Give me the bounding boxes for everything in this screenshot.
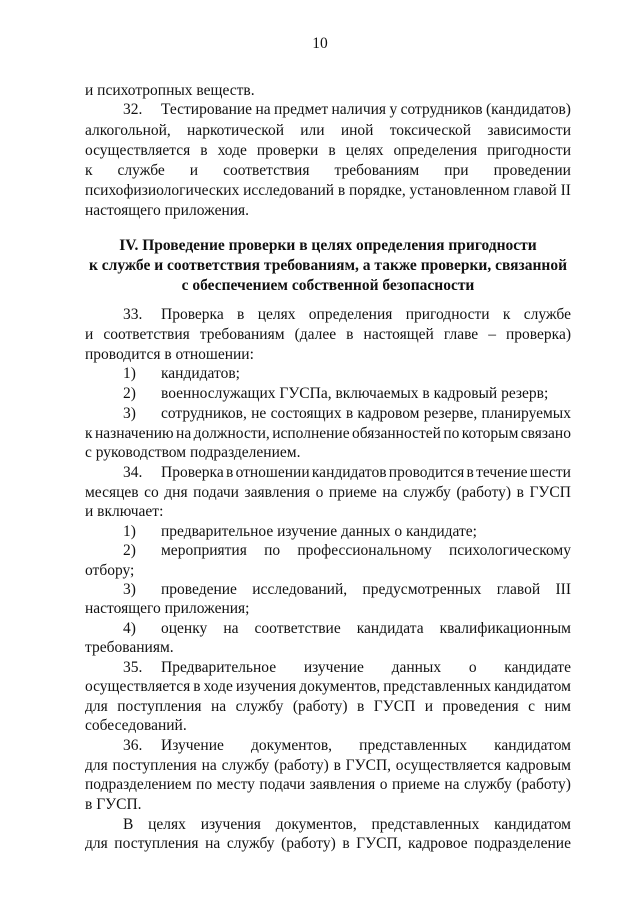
justified-line: [85, 697, 571, 716]
word: (работу): [281, 835, 336, 852]
word: Проверка: [161, 306, 224, 323]
word: и: [424, 698, 434, 715]
word: сотрудников: [400, 101, 483, 118]
text-line: в ГУСП.: [85, 796, 142, 813]
justified-line: [85, 483, 571, 502]
list-text: кандидатов;: [161, 365, 240, 382]
page-number: 10: [312, 35, 328, 52]
word: соответствие: [254, 620, 341, 637]
list-item: [0, 619, 640, 638]
word: подачи: [193, 484, 239, 501]
justified-line: [85, 756, 571, 775]
word: подачи: [259, 776, 306, 793]
word: осуществляется: [395, 757, 502, 774]
list-number: 3): [123, 405, 136, 422]
word: определения: [393, 142, 478, 159]
word: назначению: [94, 425, 174, 442]
word: кандидатом: [494, 678, 571, 695]
justified-line: [85, 424, 571, 443]
text-line: отбору;: [85, 562, 135, 579]
word: кандидатов: [311, 464, 387, 481]
word: о: [379, 776, 388, 793]
paragraph-32-first-line: [0, 100, 640, 119]
word: ходе: [217, 142, 247, 159]
word: на: [205, 835, 221, 852]
word: о: [315, 484, 324, 501]
word: ГУСП,: [345, 757, 392, 774]
word: профессиональному: [297, 542, 432, 559]
word: документов,: [275, 816, 357, 833]
list-number: 1): [123, 365, 136, 382]
word: резерве,: [423, 405, 478, 422]
word: представленных: [359, 737, 467, 754]
word: оценку: [161, 620, 208, 637]
word: поступления: [112, 757, 197, 774]
word: течение: [476, 464, 528, 481]
word: в: [328, 142, 336, 159]
word: кадровое: [408, 835, 468, 852]
list-item: [0, 522, 640, 541]
word: требованиям: [199, 326, 285, 343]
list-item: [0, 580, 640, 599]
word: Тестирование: [161, 101, 253, 118]
paragraph-number: 33.: [123, 306, 143, 323]
word: в: [516, 484, 524, 501]
word: проверки: [256, 142, 319, 159]
paragraph-number: 34.: [123, 464, 143, 481]
word: исследований: [243, 182, 335, 199]
word: в: [357, 698, 365, 715]
word: или: [300, 122, 325, 139]
word: (работу): [456, 484, 512, 501]
word: на: [444, 776, 460, 793]
justified-line: [85, 325, 571, 344]
justified-text: [161, 736, 571, 755]
word: в: [346, 326, 354, 343]
word: планируемых: [481, 405, 571, 422]
text-line: настоящего приложения;: [85, 600, 250, 617]
word: кадровым: [505, 757, 571, 774]
word: мероприятия: [161, 542, 247, 559]
list-item: [0, 541, 640, 560]
word: проводится: [388, 464, 465, 481]
word: дня: [164, 484, 188, 501]
word: квалификационным: [439, 620, 571, 637]
word: в: [193, 678, 201, 695]
justified-text: [161, 541, 571, 560]
word: приеме: [391, 776, 440, 793]
word: не: [251, 405, 267, 422]
justified-text: [161, 619, 571, 638]
word: главе: [443, 326, 479, 343]
word: ходе: [203, 678, 233, 695]
word: у: [389, 101, 398, 118]
list-item: [0, 384, 640, 403]
word: на: [210, 698, 227, 715]
word: Изучение: [161, 737, 224, 754]
word: (кандидатов): [485, 101, 571, 118]
justified-text: [161, 658, 571, 677]
justified-line: [85, 677, 571, 696]
word: наличия: [331, 101, 387, 118]
word: кадровом: [357, 405, 420, 422]
word: токсической: [389, 122, 472, 139]
justified-line: [123, 815, 571, 834]
word: кандидате: [504, 659, 571, 676]
word: подразделением: [85, 776, 192, 793]
section-heading-line-3: с обеспечением собственной безопасности: [181, 277, 475, 294]
word: изучения: [235, 678, 297, 695]
list-text: предварительное изучение данных о кандидате;: [161, 523, 477, 540]
word: наркотической: [187, 122, 285, 139]
word: в: [466, 464, 474, 481]
word: кандидатом: [494, 737, 571, 754]
word: соответствия: [223, 162, 310, 179]
word: в: [225, 464, 234, 481]
word: главой: [496, 581, 541, 598]
word: службу: [226, 835, 275, 852]
word: и: [189, 162, 199, 179]
word: с: [528, 698, 536, 715]
text-line: проводится в отношении:: [85, 346, 254, 363]
paragraph-34-first-line: [0, 463, 640, 482]
word: в: [333, 757, 341, 774]
word: порядке,: [349, 182, 406, 199]
word: изучение: [303, 659, 364, 676]
word: исполнение: [272, 425, 350, 442]
word: в: [345, 405, 354, 422]
word: предмет: [274, 101, 329, 118]
word: исследований,: [252, 581, 348, 598]
word: ГУСП,: [356, 835, 402, 852]
word: о: [468, 659, 477, 676]
justified-line: [85, 141, 571, 160]
word: подразделение: [474, 835, 571, 852]
word: целях: [345, 142, 384, 159]
word: заявления: [309, 776, 376, 793]
list-number: 2): [123, 542, 136, 559]
word: установленном: [409, 182, 510, 199]
word: которым: [461, 425, 519, 442]
list-number: 2): [123, 385, 136, 402]
word: проведение: [161, 581, 237, 598]
word: месту: [216, 776, 255, 793]
word: месяцев: [85, 484, 139, 501]
word: алкогольной,: [85, 122, 171, 139]
word: на: [201, 757, 217, 774]
word: соответствия: [103, 326, 190, 343]
justified-text: [161, 100, 571, 119]
text-line: настоящего приложения.: [85, 202, 250, 219]
justified-line: [85, 834, 571, 853]
paragraph-number: 36.: [123, 737, 143, 754]
list-number: 4): [123, 620, 136, 637]
word: для: [85, 757, 108, 774]
word: поступления: [117, 698, 202, 715]
word: должности,: [193, 425, 270, 442]
word: на: [255, 101, 271, 118]
word: осуществляется: [85, 142, 191, 159]
text-line: с руководством подразделением.: [85, 444, 301, 461]
word: службу: [221, 757, 270, 774]
word: обязанностей: [352, 425, 441, 442]
list-number: 1): [123, 523, 136, 540]
word: на: [223, 620, 239, 637]
word: пригодности: [405, 306, 490, 323]
word: отношении: [235, 464, 310, 481]
section-heading-line-2: к службе и соответствия требованиям, а также проверки, связанной: [88, 257, 568, 274]
list-text: военнослужащих ГУСПа, включаемых в кадровый резерв;: [161, 385, 549, 402]
word: (работу): [292, 698, 348, 715]
word: кандидатом: [494, 816, 571, 833]
word: со: [144, 484, 159, 501]
word: II: [560, 182, 571, 199]
justified-text: [161, 580, 571, 599]
word: иной: [340, 122, 374, 139]
word: Предварительное: [161, 659, 277, 676]
word: для: [85, 835, 108, 852]
paragraph-number: 35.: [123, 659, 143, 676]
justified-line: [85, 775, 571, 794]
word: заявления: [244, 484, 311, 501]
paragraph-35-first-line: [0, 658, 640, 677]
word: на: [382, 484, 398, 501]
word: шести: [529, 464, 571, 481]
word: (работу): [516, 776, 571, 793]
list-number: 3): [123, 581, 136, 598]
justified-line: [85, 121, 571, 140]
word: ГУСП: [373, 698, 416, 715]
word: проверка): [506, 326, 571, 343]
word: в: [237, 306, 245, 323]
text-line: и психотропных веществ.: [85, 82, 255, 99]
word: документов,: [299, 678, 381, 695]
word: психологическому: [448, 542, 571, 559]
word: осуществляется: [85, 678, 191, 695]
word: службу: [464, 776, 512, 793]
word: –: [488, 326, 496, 343]
word: службе: [117, 162, 165, 179]
word: приеме: [328, 484, 377, 501]
word: настоящей: [363, 326, 434, 343]
word: III: [555, 581, 571, 598]
word: целях: [257, 306, 296, 323]
word: (далее: [294, 326, 337, 343]
word: В: [123, 816, 134, 833]
word: данных: [391, 659, 442, 676]
word: проведения: [442, 698, 519, 715]
text-line: собеседований.: [85, 717, 187, 734]
word: службу: [235, 698, 284, 715]
text-line: и включает:: [85, 503, 164, 520]
word: представленных: [383, 678, 492, 695]
word: состоящих: [270, 405, 342, 422]
word: к: [85, 162, 93, 179]
justified-line: [85, 181, 571, 200]
word: зависимости: [487, 122, 571, 139]
word: службу: [403, 484, 451, 501]
word: в: [342, 835, 350, 852]
word: ним: [544, 698, 571, 715]
word: связано: [520, 425, 571, 442]
word: документов,: [251, 737, 333, 754]
paragraph-number: 32.: [123, 101, 143, 118]
word: при: [444, 162, 469, 179]
word: целях: [148, 816, 186, 833]
word: кандидата: [356, 620, 424, 637]
section-heading-line-1: IV. Проведение проверки в целях определения пригодности: [119, 237, 537, 254]
justified-text: [161, 463, 571, 482]
paragraph-33-first-line: [0, 305, 640, 324]
word: требованиям: [334, 162, 420, 179]
word: изучения: [200, 816, 261, 833]
word: пригодности: [487, 142, 571, 159]
word: определения: [308, 306, 393, 323]
word: к: [85, 425, 93, 442]
word: ГУСП: [529, 484, 571, 501]
word: для: [85, 698, 108, 715]
justified-line: [85, 161, 571, 180]
word: Проверка: [161, 464, 224, 481]
justified-text: [161, 404, 571, 423]
word: сотрудников,: [161, 405, 247, 422]
word: по: [264, 542, 281, 559]
word: психофизиологических: [85, 182, 240, 199]
word: представленных: [371, 816, 480, 833]
word: по: [443, 425, 460, 442]
word: поступления: [114, 835, 199, 852]
word: и: [85, 326, 94, 343]
list-item: [0, 404, 640, 423]
word: предусмотренных: [362, 581, 482, 598]
word: к: [502, 306, 511, 323]
word: (работу): [274, 757, 329, 774]
word: службе: [523, 306, 571, 323]
word: главой: [513, 182, 557, 199]
text-line: требованиям.: [85, 639, 174, 656]
word: в: [337, 182, 346, 199]
word: на: [176, 425, 192, 442]
word: проведении: [493, 162, 571, 179]
justified-text: [161, 305, 571, 324]
list-item: [0, 364, 640, 383]
paragraph-36-first-line: [0, 736, 640, 755]
word: по: [196, 776, 213, 793]
word: в: [200, 142, 208, 159]
